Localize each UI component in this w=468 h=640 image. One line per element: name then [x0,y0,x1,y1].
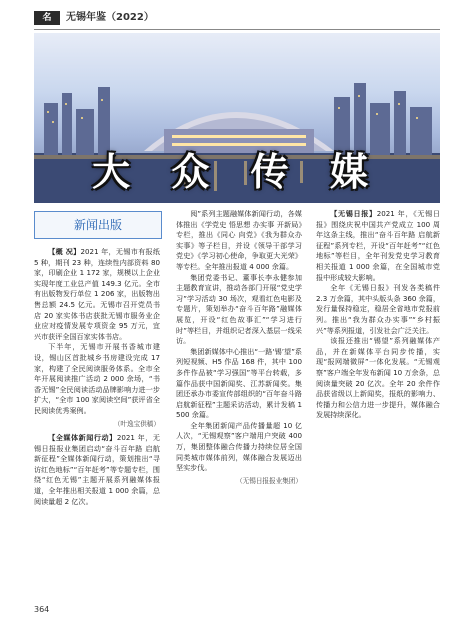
paragraph-lead: 【概 况】 [48,247,81,256]
section-heading: 新闻出版 [73,218,122,232]
paragraph: 【无锡日报】2021 年，《无锡日报》围绕庆祝中国共产党成立 100 周年这条主线，推出“奋斗百年路 启航新征程”系列专栏，开设“百年赶考”“红色地标”等栏目，全年刊发党史学习教育相关报道 1 000 余篇，在全国城市党报中形成较大影响。 [316,209,440,282]
yearbook-logo: 名 [34,11,60,25]
text-column-3 [316,209,440,421]
page-number: 364 [34,605,50,614]
text-column-1 [34,209,160,507]
paragraph: 该报还推出“锡望”系列融媒体产品，并在新媒体平台同步传播，实现“报网端微屏”一体化发展。“无锡观察”客户端全年发布新闻 10 万余条，总阅读量突破 20 亿次。全年 20 余件作品获省级以上新闻奖，报纸的影响力、传播力和公信力进一步提升，媒体融合发展持续深化。 [316,336,440,420]
paragraph: 集团新媒体中心推出“一路‘锡’望”系列短视频、H5 作品 168 件，其中 100 多件作品被“学习强国”等平台转载，多篇作品获中国新闻奖、江苏新闻奖。集团还承办市委宣传部组织的“百年奋斗路 启航新征程”主题采访活动，累计发稿 1 500 余篇。 [176,346,302,420]
paragraph: 下半年，无锡市开展书香城市建设，锡山区首批城乡书房建设完成 17 家，构建了全民阅读服务体系。全市全年开展阅读推广活动 2 000 余场，“书香无锡”全民阅读活动品牌影响力进一步扩大，“全市 100 家阅读空间”获评省全民阅读优秀案例。 [34,342,160,415]
page-header [0,0,468,30]
paragraph: 全年《无锡日报》刊发各类稿件 2.3 万余篇，其中头版头条 360 余篇，发行量保持稳定，稳居全省地市党报前列。推出“我为群众办实事”“乡村振兴”等系列报道，引发社会广泛关注。 [316,283,440,335]
paragraph: 【全媒体新闻行动】2021 年，无锡日报报业集团启动“奋斗百年路 启航新征程”全媒体新闻行动，策划推出“寻访红色地标”“百年赶考”等专题专栏，围绕“红色无锡”主题开展系列融媒体报道，全年推出相关报道 1 000 余篇，总阅读量超 2 亿次。 [34,433,160,506]
text-column-2 [176,209,302,490]
section-heading-box [34,211,162,239]
paragraph: 全年集团新闻产品传播量超 10 亿人次，“无锡观察”客户端用户突破 400 万，集团整体融合传播力持续位居全国同类城市媒体前列，媒体融合发展迈出坚实步伐。 [176,420,302,473]
banner-image [34,33,440,203]
paragraph: 集团党委书记、董事长李永健参加主题教育宣讲，推动各部门开展“党史学习”学习活动 30 场次，观看红色电影及专题片，策划举办“奋斗百年路”融媒体展览，开设“红色故事汇”“学习进行时”等栏目，并组织记者深入基层一线采访。 [176,272,302,346]
source-credit: （无锡日报报业集团） [236,476,302,485]
source-credit: （叶逸宝供稿） [113,419,160,428]
paragraph: 【概 况】2021 年，无锡市有报纸 5 种，期刊 23 种，连续性内部资料 80 家，印刷企业 1 172 家，规模以上企业实现年度工业总产值 149.3 亿元。全市有出版物发行单位 1 206 家，出版物出售总额 24.5 亿元。无锡市召开党员书店 20 家实体书店获批无锡市服务业企业应对疫情发展专项资金 95 万元，宜兴市获评全国百家实体书店。 [34,247,160,341]
paragraph-lead: 【无锡日报】 [330,209,377,218]
yearbook-title: 无锡年鉴（2022） [66,12,154,23]
paragraph-lead: 【全媒体新闻行动】 [48,433,117,443]
paragraph: 阅”系列主题融媒体新闻行动，各媒体推出《学党史 悟思想 办实事 开新局》专栏，推出《同心 向党》《我为群众办实事》等子栏目，并设《领导干部学习党史》《学习初心使命，争取更大光荣》等专栏。全年推出报道 4 000 余篇。 [176,209,302,271]
header-divider [34,29,440,30]
banner-title: 大 众 传 媒 [92,149,382,194]
